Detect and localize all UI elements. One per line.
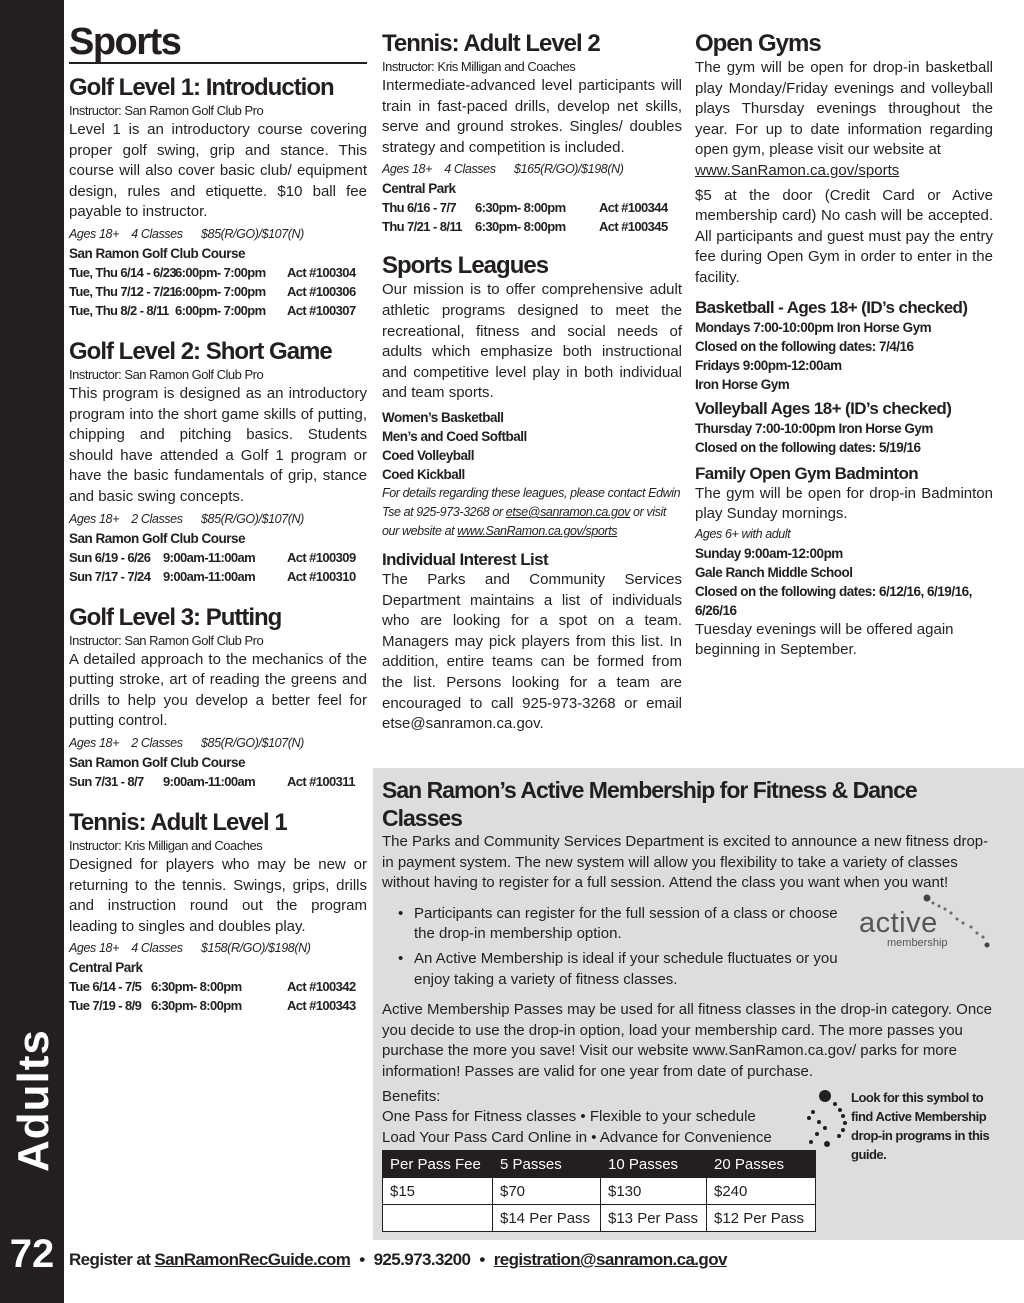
- course-meta: Ages 18+ 2 Classes $85(R/GO)/$107(N): [69, 511, 304, 526]
- sidebar: [0, 0, 64, 1303]
- course-meta: Ages 18+ 4 Classes $165(R/GO)/$198(N): [382, 162, 624, 177]
- schedule-line: Sunday 9:00am-12:00pm: [695, 545, 843, 561]
- schedule-line: Iron Horse Gym: [695, 376, 790, 392]
- schedule-line: Fridays 9:00pm-12:00am: [695, 357, 842, 373]
- volleyball: [695, 398, 993, 457]
- course-description: This program is designed as an introductory program into the short game skills of putting, chipping and pitching basics. Students should have attended a Golf 1 program or have the basic fundamentals of grip, stance and basic swing concepts.: [69, 384, 367, 505]
- future-schedule-note: Tuesday evenings will be offered again beginning in September.: [695, 620, 954, 659]
- tennis-level-2: [382, 30, 682, 236]
- open-gym-website-link[interactable]: www.SanRamon.ca.gov/sports: [695, 161, 900, 179]
- schedule-line: Closed on the following dates: 6/12/16, 6/19/16, 6/26/16: [695, 583, 972, 618]
- instructor: Instructor: Kris Milligan and Coaches: [382, 59, 576, 74]
- footer-separator: •: [479, 1250, 485, 1269]
- table-row: [383, 1205, 816, 1232]
- schedule-line: Thursday 7:00-10:00pm Iron Horse Gym: [695, 420, 933, 436]
- panel-title: San Ramon’s Active Membership for Fitness & Dance Classes: [382, 777, 917, 831]
- pass-price-table: [382, 1150, 816, 1232]
- session-row: Sun 6/19 - 6/26 9:00am-11:00am Act #100309: [69, 549, 356, 565]
- session-row: Sun 7/31 - 8/7 9:00am-11:00am Act #100311: [69, 773, 355, 789]
- instructor: Instructor: San Ramon Golf Club Pro: [69, 366, 264, 382]
- page-title: Sports: [69, 22, 367, 64]
- course-meta: Ages 18+ 2 Classes $85(R/GO)/$107(N): [69, 735, 304, 750]
- table-cell: $240: [707, 1178, 816, 1205]
- entry-fee-info: $5 at the door (Credit Card or Active membership card) No cash will be accepted. All participants and guest must pay the entry fee during Open Gym in order to enter in the facility.: [695, 186, 993, 286]
- golf-level-2: [69, 338, 367, 586]
- open-gyms: [695, 30, 993, 289]
- course-title: Golf Level 3: Putting: [69, 603, 282, 631]
- section-title: Basketball - Ages 18+ (ID’s checked): [695, 297, 968, 317]
- footer-prefix: Register at: [69, 1250, 155, 1269]
- course-title: Tennis: Adult Level 1: [69, 808, 287, 836]
- footer-separator: •: [359, 1250, 365, 1269]
- schedule-line: Closed on the following dates: 5/19/16: [695, 439, 921, 455]
- benefits-label: Benefits:: [382, 1087, 441, 1105]
- table-header-row: [383, 1151, 816, 1178]
- phone-number: 925.973.3200: [373, 1250, 471, 1269]
- instructor: Instructor: Kris Milligan and Coaches: [69, 837, 263, 853]
- schedule-line: Closed on the following dates: 7/4/16: [695, 338, 914, 354]
- active-membership-logo: active membership: [859, 893, 999, 953]
- section-description: Our mission is to offer comprehensive adult athletic programs designed to meet the recreational, fitness and social needs of adults which emphasize both instructional and competitive level play in both individual and team sports.: [382, 281, 682, 402]
- sports-website-link[interactable]: www.SanRamon.ca.gov/sports: [457, 523, 618, 538]
- age-info: Ages 6+ with adult: [695, 526, 791, 541]
- bullet-item: • Participants can register for the full session of a class or choose the drop-in membership option.: [398, 904, 858, 945]
- tennis-level-1: [69, 809, 367, 1015]
- section-description: The gym will be open for drop-in Badminton play Sunday mornings.: [695, 484, 993, 523]
- table-cell: $130: [601, 1178, 707, 1205]
- panel-intro: The Parks and Community Services Department is excited to announce a new fitness drop-in payment system. The new system will allow you flexibility to take a variety of classes without having to register for a full session. Attend the class you want when you want!: [382, 833, 989, 892]
- section-description: The gym will be open for drop-in basketball play Monday/Friday evenings and volleyball plays Thursday evenings throughout the year. For up to date information regarding open gym, please visit our website at: [695, 59, 993, 159]
- section-title: Individual Interest List: [382, 549, 549, 569]
- course-location: San Ramon Golf Club Course: [69, 530, 246, 546]
- course-description: A detailed approach to the mechanics of the putting stroke, art of reading the greens and drills to help you develop a better feel for putting control.: [69, 650, 367, 730]
- course-location: Central Park: [69, 960, 143, 976]
- page-number: 72: [9, 1232, 55, 1276]
- league-contact: For details regarding these leagues, please contact Edwin Tse at 925-973-3268 or etse@sanramon.ca.gov or visit our website at www.SanRamon.ca.gov/sports: [382, 485, 681, 538]
- section-title: Open Gyms: [695, 30, 821, 57]
- basketball: [695, 297, 993, 394]
- footer: [69, 1250, 727, 1270]
- benefit-line: One Pass for Fitness classes • Flexible to your schedule: [382, 1108, 756, 1126]
- table-cell: $70: [493, 1178, 601, 1205]
- course-location: Central Park: [382, 181, 456, 197]
- session-row: Tue, Thu 6/14 - 6/23 6:00pm- 7:00pm Act #100304: [69, 264, 356, 280]
- schedule-line: Gale Ranch Middle School: [695, 564, 853, 580]
- table-header-cell: 10 Passes: [601, 1151, 707, 1178]
- session-row: Sun 7/17 - 7/24 9:00am-11:00am Act #100310: [69, 568, 356, 584]
- section-label: Adults: [9, 1029, 58, 1172]
- course-location: San Ramon Golf Club Course: [69, 754, 246, 770]
- golf-level-1: [69, 74, 367, 320]
- section-title: Volleyball Ages 18+ (ID’s checked): [695, 398, 952, 418]
- course-title: Golf Level 2: Short Game: [69, 337, 332, 365]
- instructor: Instructor: San Ramon Golf Club Pro: [69, 632, 264, 648]
- column-left: [69, 22, 367, 1015]
- table-cell: $14 Per Pass: [493, 1205, 601, 1232]
- column-right: [695, 30, 993, 661]
- table-header-cell: Per Pass Fee: [383, 1151, 493, 1178]
- benefit-line: Load Your Pass Card Online in • Advance for Convenience: [382, 1128, 772, 1146]
- league-item: Coed Kickball: [382, 466, 465, 482]
- section-title: Family Open Gym Badminton: [695, 463, 919, 483]
- sports-leagues: [382, 252, 682, 541]
- section-description: The Parks and Community Services Department maintains a list of individuals who are looking for a spot on a team. Managers may pick players from this list. In addition, entire teams can be formed from the list. Persons looking for a team are encouraged to call 925-973-3268 or email etse@sanramon.ca.gov.: [382, 570, 682, 733]
- table-cell: $13 Per Pass: [601, 1205, 707, 1232]
- table-header-cell: 5 Passes: [493, 1151, 601, 1178]
- symbol-note: Look for this symbol to find Active Membership drop-in programs in this guide.: [851, 1090, 990, 1162]
- section-title: Sports Leagues: [382, 252, 549, 280]
- column-middle: [382, 30, 682, 735]
- course-title: Golf Level 1: Introduction: [69, 74, 334, 101]
- course-description: Designed for players who may be new or returning to the tennis. Swings, grips, drills and instruction round out the program leading to singles and doubles play.: [69, 855, 367, 935]
- passes-info: Active Membership Passes may be used for all fitness classes in the drop-in category. Once you decide to use the drop-in option, load your membership card. The more passes you purchase the more you save! Visit our website www.SanRamon.ca.gov/ parks for more information! Passes are valid for one year from date of purchase.: [382, 1001, 992, 1080]
- table-cell: $12 Per Pass: [707, 1205, 816, 1232]
- league-item: Coed Volleyball: [382, 447, 475, 463]
- active-membership-panel: [373, 768, 1024, 1240]
- individual-interest-list: [382, 549, 682, 735]
- course-description: Level 1 is an introductory course covering proper golf swing, grip and stance. This course will also cover basic club/ equipment design, rules and etiquette. $10 ball fee payable to instructor.: [69, 121, 367, 221]
- session-row: Thu 6/16 - 7/7 6:30pm- 8:00pm Act #100344: [382, 200, 668, 216]
- schedule-line: Mondays 7:00-10:00pm Iron Horse Gym: [695, 319, 932, 335]
- course-meta: Ages 18+ 4 Classes $158(R/GO)/$198(N): [69, 941, 311, 956]
- golf-level-3: [69, 604, 367, 791]
- active-membership-symbol-icon: [805, 1088, 851, 1152]
- course-meta: Ages 18+ 4 Classes $85(R/GO)/$107(N): [69, 226, 304, 241]
- instructor: Instructor: San Ramon Golf Club Pro: [69, 103, 264, 118]
- badminton: [695, 463, 993, 661]
- course-location: San Ramon Golf Club Course: [69, 245, 246, 261]
- session-row: Tue, Thu 7/12 - 7/21 6:00pm- 7:00pm Act #100306: [69, 283, 356, 299]
- session-row: Tue 6/14 - 7/5 6:30pm- 8:00pm Act #100342: [69, 979, 356, 995]
- table-cell: $15: [383, 1178, 493, 1205]
- registration-email-link[interactable]: registration@sanramon.ca.gov: [493, 1250, 727, 1269]
- course-description: Intermediate-advanced level participants will train in fast-paced drills, develop net skills, serve and ground strokes. Singles/ doubles strategy and competition is included.: [382, 77, 682, 156]
- session-row: Tue, Thu 8/2 - 8/11 6:00pm- 7:00pm Act #100307: [69, 302, 356, 318]
- contact-email-link[interactable]: etse@sanramon.ca.gov: [505, 504, 630, 519]
- course-title: Tennis: Adult Level 2: [382, 30, 600, 57]
- bullet-item: • An Active Membership is ideal if your schedule fluctuates or you enjoy taking a variety of fitness classes.: [398, 949, 858, 990]
- league-item: Men’s and Coed Softball: [382, 428, 527, 444]
- session-row: Tue 7/19 - 8/9 6:30pm- 8:00pm Act #100343: [69, 998, 356, 1014]
- session-row: Thu 7/21 - 8/11 6:30pm- 8:00pm Act #100345: [382, 219, 668, 235]
- table-cell: [383, 1205, 493, 1232]
- table-header-cell: 20 Passes: [707, 1151, 816, 1178]
- bullet-list: [398, 904, 858, 990]
- table-row: [383, 1178, 816, 1205]
- registration-site-link[interactable]: SanRamonRecGuide.com: [154, 1250, 351, 1269]
- league-item: Women’s Basketball: [382, 409, 504, 425]
